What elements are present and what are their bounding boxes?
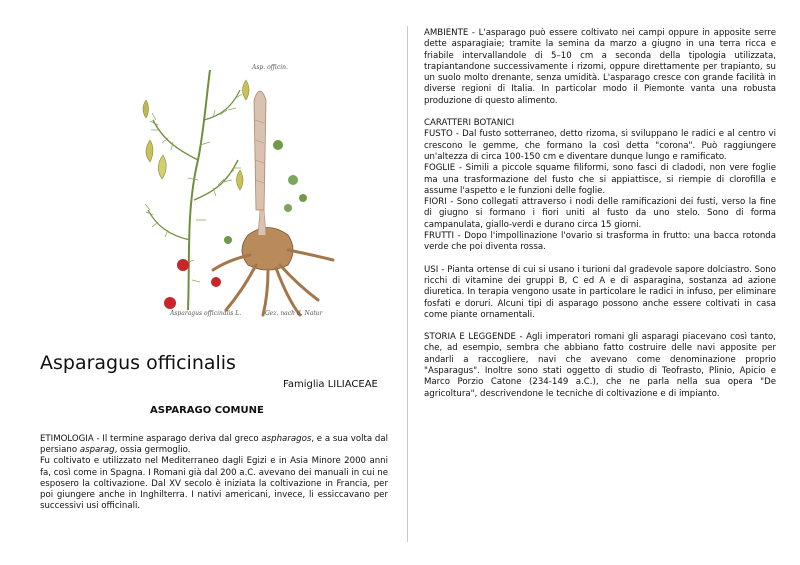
- page-title: Asparagus officinalis: [40, 352, 236, 374]
- asparagus-drawing: [128, 60, 340, 322]
- illustration-signature-left: Asparagus officinalis L.: [170, 310, 242, 317]
- etimologia-paragraph: [40, 434, 388, 456]
- frutti-paragraph: FRUTTI - Dopo l'impollinazione l'ovario si trasforma in frutto: una bacca rotonda verde che poi diventa rossa.: [424, 231, 776, 253]
- etimologia-text: ETIMOLOGIA - Il termine asparago deriva dal greco: [40, 434, 262, 444]
- illustration-signature-right: Gez. nach d. Natur: [265, 310, 323, 317]
- fusto-paragraph: FUSTO - Dal fusto sotterraneo, detto rizoma, si sviluppano le radici e al centro vi crescono le gemme, che formano la così detta "corona". Può raggiungere un'altezza di circa 100-150 cm e diventare dunque lungo e ramificato.: [424, 129, 776, 162]
- persian-term: asparag: [79, 445, 115, 456]
- column-divider: [407, 26, 408, 542]
- ambiente-paragraph: AMBIENTE - L'asparago può essere coltivato nei campi oppure in apposite serre dette asparagiaie; tramite la semina da marzo a giugno in una terra ricca e friabile intervallandole di 5–10 cm a seconda della tipologia utilizzata, trapiantandone successivamente i rizomi, oppure direttamente per trapianto, su un suolo molto drenante, senza umidità. L'asparago cresce con grande facilità in diverse regioni di Italia. In particolar modo il Piemonte vanta una robusta produzione di questo alimento.: [424, 28, 776, 106]
- plate-label: Asp. officin.: [252, 64, 288, 71]
- asparagus-illustration: [128, 60, 340, 322]
- foglie-paragraph: FOGLIE - Simili a piccole squame filiformi, sono fasci di cladodi, non vere foglie ma una trasformazione del fusto che si appiattisce, si riempie di clorofilla e assume l'aspetto e le funzioni delle foglie.: [424, 163, 776, 196]
- common-name: ASPARAGO COMUNE: [150, 405, 264, 416]
- fiori-paragraph: FIORI - Sono collegati attraverso i nodi delle ramificazioni dei fusti, verso la fine di giugno si formano i fiori uniti al fusto da uno stelo. Sono di forma campanulata, giallo-verdi e durano circa 15 giorni.: [424, 197, 776, 230]
- etimologia-text-3: , ossia germoglio.: [114, 445, 191, 456]
- greek-term: aspharagos: [261, 434, 312, 444]
- right-column: [424, 28, 776, 400]
- history-paragraph: Fu coltivato e utilizzato nel Mediterraneo dagli Egizi e in Asia Minore 2000 anni fa, così come in Spagna. I Romani già dal 200 a.C. avevano dei manuali in cui ne esposero la coltivazione. Dal XV secolo è iniziata la coltivazione in Francia, per poi giungere anche in Inghilterra. I nativi americani, invece, li essiccavano per successivi usi officinali.: [40, 456, 388, 512]
- usi-paragraph: USI - Pianta ortense di cui si usano i turioni dal gradevole sapore dolciastro. Sono ricchi di vitamine dei gruppi B, C ed A e di asparagina, sostanza ad azione diuretica. In terapia vengono usate in particolare le radici in infuso, per eliminare fosfati e doruri. Alcuni tipi di asparago possono anche essere coltivati in casa come piante ornamentali.: [424, 264, 776, 320]
- caratteri-heading: CARATTERI BOTANICI: [424, 118, 515, 129]
- etimologia-section: [40, 434, 388, 512]
- etimologia-text-2: , e a sua volta dal persiano: [40, 434, 388, 456]
- family-label: Famiglia LILIACEAE: [283, 379, 378, 390]
- storia-paragraph: STORIA E LEGGENDE - Agli imperatori romani gli asparagi piacevano così tanto, che, ad esempio, sembra che abbiano fatto costruire delle navi apposite per andarli a raccogliere, navi che avevano come denominazione proprio "Asparagus". Inoltre sono stati oggetto di studio di Teofrasto, Plinio, Apicio e Marco Porzio Catone (234-149 a.C.), che ne parla nella sua opera "De agricoltura", descrivendone le tecniche di coltivazione e di impianto.: [424, 332, 776, 399]
